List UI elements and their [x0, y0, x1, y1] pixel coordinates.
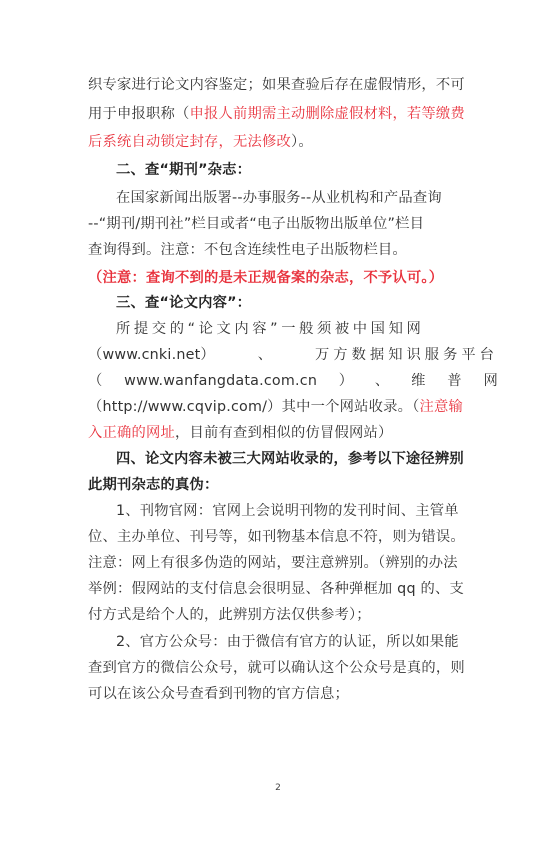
text-span: ）。 [290, 134, 313, 150]
text-span: 用于申报职称（ [88, 106, 190, 122]
text-line: 查询得到。注意：不包含连续性电子出版物栏目。 [88, 242, 407, 258]
highlight-text: 申报人前期需主动删除虚假材料，若等缴费 [189, 106, 465, 122]
highlight-text: 注意输 [419, 399, 463, 415]
section-heading: 此期刊杂志的真伪： [88, 477, 219, 493]
section-heading: 二、查“期刊”杂志： [116, 162, 252, 178]
section-heading: 三、查“论文内容”： [116, 295, 252, 311]
text-line: 织专家进行论文内容鉴定；如果查验后存在虚假情形，不可 [88, 77, 465, 93]
text-line [88, 132, 498, 152]
text-line [88, 423, 498, 443]
text-line: 2、官方公众号：由于微信有官方的认证，所以如果能 [116, 634, 459, 650]
text-line: 在国家新闻出版署--办事服务--从业机构和产品查询 [116, 190, 442, 206]
text-span: 普 [447, 373, 462, 389]
text-line: 位、主办单位、刊号等，如刊物基本信息不符，则为错误。 [88, 529, 465, 545]
section-heading: 四、论文内容未被三大网站收录的，参考以下途径辨别 [116, 451, 464, 467]
highlight-text: 后系统自动锁定封存，无法修改 [88, 134, 291, 150]
highlight-text: 入正确的网址 [88, 425, 175, 441]
text-span: 、 [257, 347, 273, 363]
text-line [88, 371, 498, 391]
text-span: 维 [411, 373, 426, 389]
text-span: （http://www.cqvip.com/）其中一个网站收录。（ [88, 399, 420, 415]
text-line: 付方式是给个人的，此辨别方法仅供参考）； [88, 607, 371, 623]
text-span: ） [338, 373, 354, 389]
page-number: 2 [275, 783, 281, 793]
text-line: 举例：假网站的支付信息会很明显、各种弹框加 qq 的、支 [88, 581, 464, 597]
text-span: （www.cnki.net） [88, 347, 215, 363]
text-line [88, 345, 498, 365]
text-line [88, 397, 498, 417]
text-line: 查到官方的微信公众号，就可以确认这个公众号是真的，则 [88, 660, 465, 676]
notice-text: （注意：查询不到的是未正规备案的杂志，不予认可。） [88, 270, 444, 286]
text-span: 网 [483, 373, 498, 389]
text-span: （ [88, 373, 103, 389]
text-line: 所提交的“论文内容”一般须被中国知网 [116, 321, 425, 337]
text-span: 、 [374, 373, 390, 389]
text-span: 万方数据知识服务平台 [315, 347, 498, 363]
text-line: 可以在该公众号查看到刊物的官方信息； [88, 686, 349, 702]
text-line: 注意：网上有很多伪造的网站，要注意辨别。（辨别的办法 [88, 555, 458, 571]
text-line: 1、刊物官网：官网上会说明刊物的发刊时间、主管单 [116, 503, 459, 519]
text-line [88, 104, 498, 124]
text-span: ，目前有查到相似的仿冒假网站） [174, 425, 393, 441]
text-line: --“期刊/期刊社”栏目或者“电子出版物出版单位”栏目 [88, 216, 425, 232]
text-span: www.wanfangdata.com.cn [124, 373, 318, 389]
